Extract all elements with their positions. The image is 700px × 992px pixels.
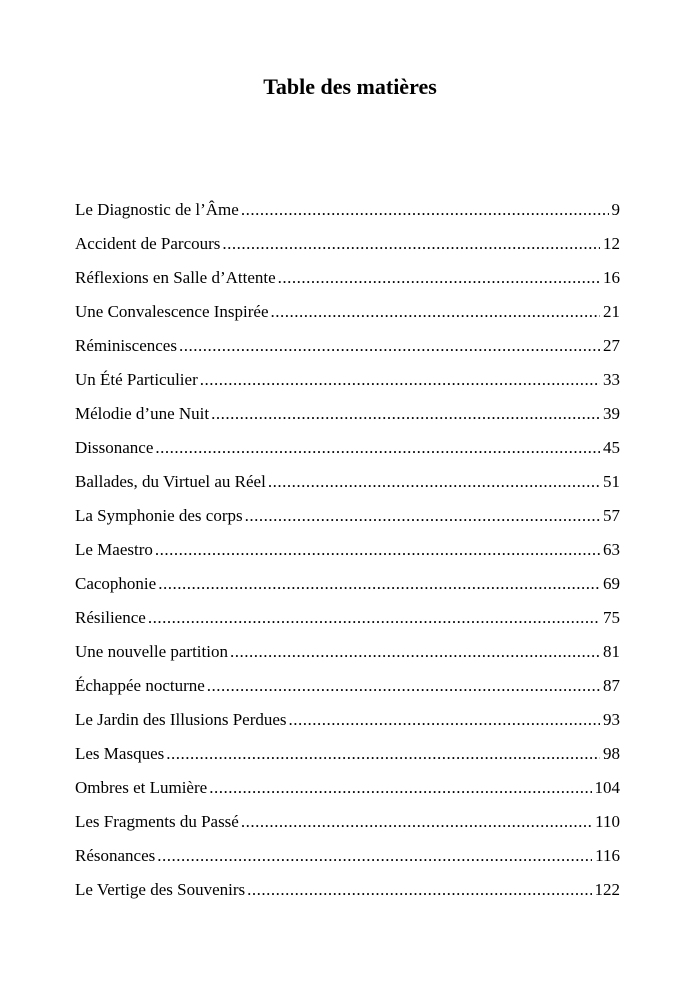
toc-entry-title: Résonances — [75, 846, 156, 865]
toc-entry — [75, 846, 620, 880]
toc-entry-title: Le Vertige des Souvenirs — [75, 880, 246, 899]
dot-leader — [230, 642, 600, 662]
toc-entry-page: 33 — [603, 370, 620, 389]
dot-leader — [209, 778, 591, 798]
toc-entry — [75, 404, 620, 438]
toc-entry-page: 116 — [595, 846, 620, 865]
toc-entry-title: Échappée nocturne — [75, 676, 205, 695]
toc-entry — [75, 744, 620, 778]
toc-entry-page: 63 — [603, 540, 620, 559]
toc-entry-page: 69 — [603, 574, 620, 593]
dot-leader — [179, 336, 600, 356]
toc-entry — [75, 370, 620, 404]
dot-leader — [241, 200, 609, 220]
toc-entry-page: 9 — [611, 200, 620, 219]
toc-entry — [75, 302, 620, 336]
toc-entry-page: 39 — [603, 404, 620, 423]
dot-leader — [222, 234, 600, 254]
dot-leader — [200, 370, 600, 390]
toc-entry-page: 122 — [594, 880, 620, 899]
toc-entry-title: Le Maestro — [75, 540, 153, 559]
toc-entry-title: Le Diagnostic de l’Âme — [75, 200, 239, 219]
page-title: Table des matières — [263, 74, 437, 99]
toc-entry — [75, 336, 620, 370]
toc-entry-title: Un Été Particulier — [75, 370, 198, 389]
toc-entry-page: 21 — [603, 302, 620, 321]
toc-entry-page: 12 — [603, 234, 620, 253]
toc-entry-page: 93 — [603, 710, 620, 729]
toc-entry-title: Ballades, du Virtuel au Réel — [75, 472, 266, 491]
toc-entry-title: Réminiscences — [75, 336, 177, 355]
dot-leader — [148, 608, 600, 628]
toc-entry-page: 87 — [603, 676, 620, 695]
toc-entry-title: Une Convalescence Inspirée — [75, 302, 269, 321]
dot-leader — [211, 404, 600, 424]
dot-leader — [289, 710, 600, 730]
toc-entry-title: Résilience — [75, 608, 146, 627]
toc-entry — [75, 438, 620, 472]
toc-entry-title: Ombres et Lumière — [75, 778, 208, 797]
dot-leader — [278, 268, 600, 288]
table-of-contents — [75, 200, 620, 914]
toc-entry-title: Accident de Parcours — [75, 234, 221, 253]
dot-leader — [155, 438, 600, 458]
toc-entry-page: 81 — [603, 642, 620, 661]
dot-leader — [155, 540, 600, 560]
toc-entry-page: 51 — [603, 472, 620, 491]
toc-entry — [75, 472, 620, 506]
toc-entry-title: Les Fragments du Passé — [75, 812, 239, 831]
toc-entry-title: Réflexions en Salle d’Attente — [75, 268, 276, 287]
toc-entry-page: 98 — [603, 744, 620, 763]
toc-entry-page: 110 — [595, 812, 620, 831]
toc-entry — [75, 710, 620, 744]
toc-entry-title: Dissonance — [75, 438, 154, 457]
toc-entry — [75, 642, 620, 676]
toc-entry — [75, 268, 620, 302]
toc-entry-title: Les Masques — [75, 744, 165, 763]
dot-leader — [166, 744, 600, 764]
toc-entry-page: 16 — [603, 268, 620, 287]
dot-leader — [157, 846, 592, 866]
toc-entry-page: 104 — [594, 778, 620, 797]
toc-entry — [75, 676, 620, 710]
dot-leader — [207, 676, 600, 696]
toc-entry-title: La Symphonie des corps — [75, 506, 243, 525]
toc-entry-page: 27 — [603, 336, 620, 355]
dot-leader — [158, 574, 600, 594]
toc-entry — [75, 540, 620, 574]
toc-entry — [75, 506, 620, 540]
toc-entry-title: Une nouvelle partition — [75, 642, 228, 661]
dot-leader — [247, 880, 591, 900]
toc-entry — [75, 880, 620, 914]
toc-entry — [75, 200, 620, 234]
toc-entry — [75, 574, 620, 608]
toc-entry-title: Cacophonie — [75, 574, 157, 593]
dot-leader — [241, 812, 592, 832]
dot-leader — [271, 302, 600, 322]
toc-entry-page: 57 — [603, 506, 620, 525]
toc-entry-title: Le Jardin des Illusions Perdues — [75, 710, 287, 729]
toc-entry — [75, 234, 620, 268]
toc-entry — [75, 812, 620, 846]
dot-leader — [268, 472, 600, 492]
dot-leader — [245, 506, 600, 526]
toc-entry-page: 45 — [603, 438, 620, 457]
toc-entry-page: 75 — [603, 608, 620, 627]
toc-entry — [75, 778, 620, 812]
toc-entry — [75, 608, 620, 642]
toc-entry-title: Mélodie d’une Nuit — [75, 404, 210, 423]
